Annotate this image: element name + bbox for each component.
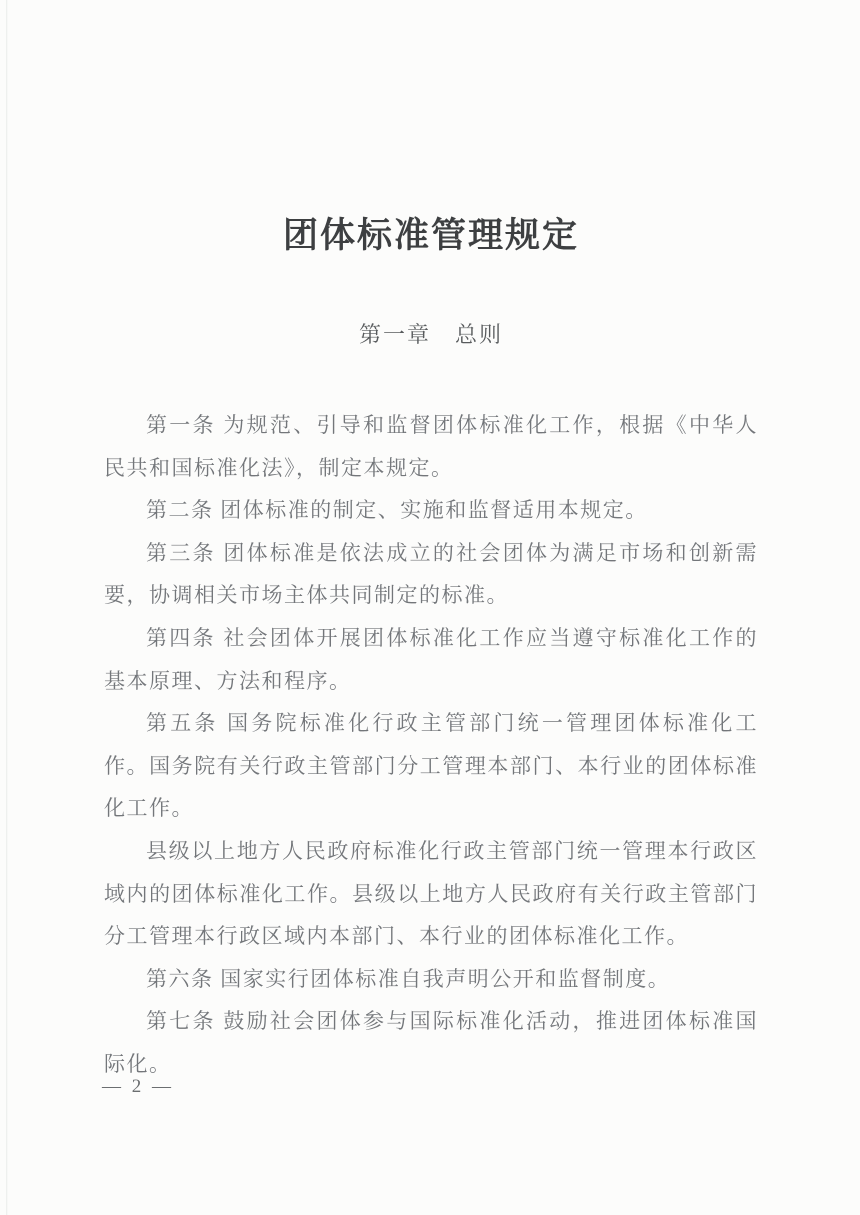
document-title: 团体标准管理规定	[282, 216, 579, 255]
paragraph-article-5-continued: 县级以上地方人民政府标准化行政主管部门统一管理本行政区域内的团体标准化工作。县级以上地方人民政府有关行政主管部门分工管理本行政区域内本部门、本行业的团体标准化工作。	[104, 838, 758, 949]
paragraph-article-2: 第二条 团体标准的制定、实施和监督适用本规定。	[146, 498, 648, 523]
paragraph-article-6: 第六条 国家实行团体标准自我声明公开和监督制度。	[146, 966, 671, 991]
paragraph-article-4: 第四条 社会团体开展团体标准化工作应当遵守标准化工作的基本原理、方法和程序。	[104, 625, 758, 693]
scan-edge-artifact	[6, 0, 8, 1215]
chapter-heading: 第一章 总则	[358, 322, 503, 347]
paragraph-article-3: 第三条 团体标准是依法成立的社会团体为满足市场和创新需要，协调相关市场主体共同制定的标准。	[104, 540, 758, 608]
paragraph-article-7: 第七条 鼓励社会团体参与国际标准化活动，推进团体标准国际化。	[104, 1009, 758, 1076]
document-body	[104, 404, 758, 1086]
document-content	[104, 0, 758, 1086]
paragraph-article-1: 第一条 为规范、引导和监督团体标准化工作，根据《中华人民共和国标准化法》，制定本规定。	[104, 413, 758, 480]
paragraph-article-5: 第五条 国务院标准化行政主管部门统一管理团体标准化工作。国务院有关行政主管部门分工管理本部门、本行业的团体标准化工作。	[104, 711, 758, 821]
page-number: — 2 —	[102, 1076, 174, 1097]
